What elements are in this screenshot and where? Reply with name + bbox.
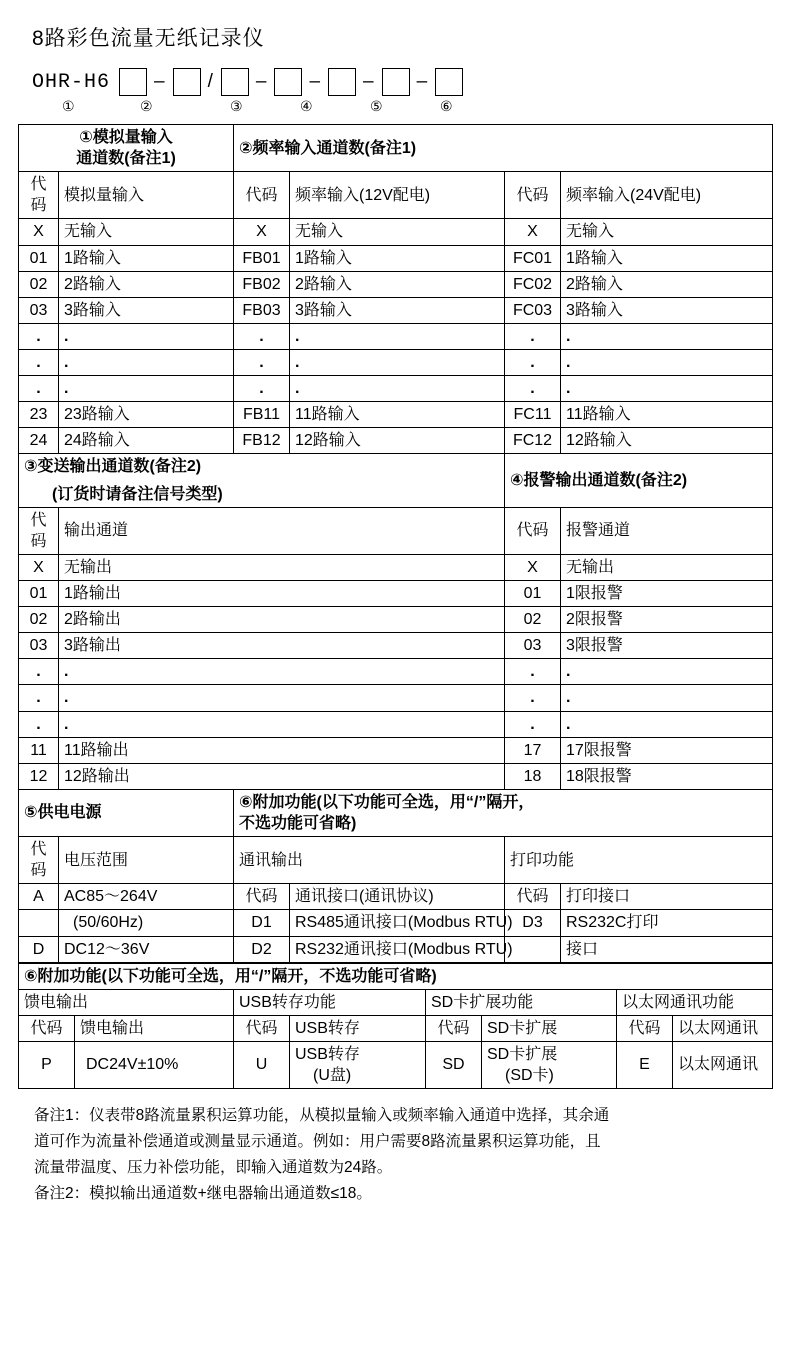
mark-6: ⑥ xyxy=(440,98,453,114)
s2b-code: FC12 xyxy=(505,428,561,454)
s3-name: 2路输出 xyxy=(59,607,505,633)
table-row xyxy=(19,884,773,910)
s2a-code: X xyxy=(234,219,290,245)
table-row xyxy=(19,428,773,454)
s6b-value-4 xyxy=(673,1041,773,1088)
section5-col-code: 代码 xyxy=(19,837,59,884)
section6a-comm-title: 通讯输出 xyxy=(234,837,505,884)
s6b-value-2-line1: USB转存 xyxy=(295,1045,360,1063)
section6b-group-title-row xyxy=(19,989,773,1015)
s5-code: A xyxy=(19,884,59,910)
s2b-name: 3路输入 xyxy=(561,297,773,323)
section2-header: ②频率输入通道数(备注1) xyxy=(234,125,773,172)
s2a-code: FB11 xyxy=(234,402,290,428)
s4-code: 01 xyxy=(505,580,561,606)
mark-3: ③ xyxy=(230,98,243,114)
s6b-value-1 xyxy=(75,1041,234,1088)
column-header-row-1-2 xyxy=(19,172,773,219)
s6a-comm-name: RS485通讯接口(Modbus RTU) xyxy=(290,910,505,936)
spec-table xyxy=(18,124,773,963)
s1-code: 01 xyxy=(19,245,59,271)
s2a-code: FB02 xyxy=(234,271,290,297)
code-sep-4: – xyxy=(309,71,322,92)
table-row xyxy=(19,554,773,580)
s1-name: . xyxy=(59,323,234,349)
section-header-row-5-6 xyxy=(19,789,773,836)
s3-code: . xyxy=(19,659,59,685)
table-row-ellipsis xyxy=(19,685,773,711)
s6a-print-name: 接口 xyxy=(561,936,773,962)
s3-name: 11路输出 xyxy=(59,737,505,763)
notes-block xyxy=(34,1103,762,1206)
s6b-col-name-4: 以太网通讯 xyxy=(673,1015,773,1041)
code-box-7 xyxy=(435,68,463,96)
s2a-name: 11路输入 xyxy=(290,402,505,428)
s1-name: 1路输入 xyxy=(59,245,234,271)
s6b-group-title-2: USB转存功能 xyxy=(234,989,426,1015)
table-row xyxy=(19,910,773,936)
section2-col-name-b: 频率输入(24V配电) xyxy=(561,172,773,219)
table-row xyxy=(19,271,773,297)
code-sep-6: – xyxy=(416,71,429,92)
s1-code: . xyxy=(19,323,59,349)
model-code-line xyxy=(32,68,772,96)
table-row-ellipsis xyxy=(19,349,773,375)
s2b-name: 2路输入 xyxy=(561,271,773,297)
s6b-value-2-line2: (U盘) xyxy=(313,1067,352,1085)
s2a-code: FB01 xyxy=(234,245,290,271)
s2b-name: 无输入 xyxy=(561,219,773,245)
s2b-code: FC03 xyxy=(505,297,561,323)
model-prefix: OHR-H6 xyxy=(32,70,111,94)
code-box-3 xyxy=(221,68,249,96)
s3-name: 12路输出 xyxy=(59,763,505,789)
s4-name: 18限报警 xyxy=(561,763,773,789)
s4-name: . xyxy=(561,659,773,685)
s6a-comm-col-name: 通讯接口(通讯协议) xyxy=(290,884,505,910)
s4-name: 2限报警 xyxy=(561,607,773,633)
code-sep-2: / xyxy=(207,71,214,92)
s2b-code: FC11 xyxy=(505,402,561,428)
s3-name: 3路输出 xyxy=(59,633,505,659)
table-row-ellipsis xyxy=(19,323,773,349)
s6b-value-3-line2: (SD卡) xyxy=(505,1067,554,1085)
s1-code: 02 xyxy=(19,271,59,297)
mark-5: ⑤ xyxy=(370,98,383,114)
s2a-code: FB12 xyxy=(234,428,290,454)
table-row xyxy=(19,580,773,606)
section2-col-code-b: 代码 xyxy=(505,172,561,219)
s2b-name: . xyxy=(561,376,773,402)
section3-header-line1: ③变送输出通道数(备注2) xyxy=(24,458,202,476)
table-row xyxy=(19,219,773,245)
s2a-name: 1路输入 xyxy=(290,245,505,271)
code-box-2 xyxy=(173,68,201,96)
s6b-col-name-1: 馈电输出 xyxy=(75,1015,234,1041)
s3-code: . xyxy=(19,711,59,737)
section3-header xyxy=(19,454,505,507)
s6a-comm-name: RS232通讯接口(Modbus RTU) xyxy=(290,936,505,962)
code-box-6 xyxy=(382,68,410,96)
s2a-name: 无输入 xyxy=(290,219,505,245)
table-row xyxy=(19,607,773,633)
section6a-header-line1: ⑥附加功能(以下功能可全选，用“/”隔开， xyxy=(239,793,535,811)
table-row xyxy=(19,936,773,962)
code-sep-1: – xyxy=(154,71,166,92)
s3-name: . xyxy=(59,685,505,711)
mark-1: ① xyxy=(62,98,75,114)
s2a-name: 2路输入 xyxy=(290,271,505,297)
s3-name: . xyxy=(59,711,505,737)
s4-code: . xyxy=(505,659,561,685)
s6b-value-3-line1: SD卡扩展 xyxy=(487,1045,558,1063)
section-header-row-3-4 xyxy=(19,454,773,507)
s5-name: (50/60Hz) xyxy=(59,910,234,936)
s6b-value-3 xyxy=(482,1041,617,1088)
note1-line3: 流量带温度、压力补偿功能，即输入通道数为24路。 xyxy=(34,1159,393,1177)
note2: 备注2：模拟输出通道数+继电器输出通道数≤18。 xyxy=(34,1185,372,1203)
code-marks xyxy=(32,98,772,116)
section6a-header xyxy=(234,789,773,836)
column-header-row-3-4 xyxy=(19,507,773,554)
table-row xyxy=(19,633,773,659)
s4-code: . xyxy=(505,685,561,711)
s2a-name: 12路输入 xyxy=(290,428,505,454)
s4-name: 无输出 xyxy=(561,554,773,580)
table-row-ellipsis xyxy=(19,659,773,685)
note1-line2: 道可作为流量补偿通道或测量显示通道。例如：用户需要8路流量累积运算功能，且 xyxy=(34,1133,601,1151)
s6a-print-col-code: 代码 xyxy=(505,884,561,910)
section5-col-name: 电压范围 xyxy=(59,837,234,884)
s6b-code-1: P xyxy=(19,1041,75,1088)
s3-code: 11 xyxy=(19,737,59,763)
s2a-name: 3路输入 xyxy=(290,297,505,323)
s2b-code: FC02 xyxy=(505,271,561,297)
s4-code: . xyxy=(505,711,561,737)
section4-header: ④报警输出通道数(备注2) xyxy=(505,454,773,507)
s6b-group-title-4: 以太网通讯功能 xyxy=(617,989,773,1015)
table-row xyxy=(19,763,773,789)
code-box-5 xyxy=(328,68,356,96)
s2a-code: . xyxy=(234,349,290,375)
table-row xyxy=(19,245,773,271)
s3-code: X xyxy=(19,554,59,580)
s1-name: 2路输入 xyxy=(59,271,234,297)
s1-name: . xyxy=(59,376,234,402)
s3-code: 03 xyxy=(19,633,59,659)
s3-code: . xyxy=(19,685,59,711)
section2-col-code-a: 代码 xyxy=(234,172,290,219)
s1-code: . xyxy=(19,376,59,402)
s2a-code: . xyxy=(234,323,290,349)
s3-name: 无输出 xyxy=(59,554,505,580)
section1-header-line2: 通道数(备注1) xyxy=(76,150,176,168)
s5-name: AC85～264V xyxy=(59,884,234,910)
section1-col-code: 代码 xyxy=(19,172,59,219)
s2b-name: . xyxy=(561,349,773,375)
s2b-code: . xyxy=(505,349,561,375)
s4-code: 17 xyxy=(505,737,561,763)
s6b-col-code-2: 代码 xyxy=(234,1015,290,1041)
s4-code: 03 xyxy=(505,633,561,659)
mark-2: ② xyxy=(140,98,153,114)
s2b-code: . xyxy=(505,323,561,349)
s4-code: X xyxy=(505,554,561,580)
note1-line1: 备注1：仪表带8路流量累积运算功能，从模拟量输入或频率输入通道中选择，其余通 xyxy=(34,1107,610,1125)
s4-name: . xyxy=(561,685,773,711)
section3-header-line2: (订货时请备注信号类型) xyxy=(52,485,223,503)
s2b-name: . xyxy=(561,323,773,349)
s3-code: 12 xyxy=(19,763,59,789)
section4-col-name: 报警通道 xyxy=(561,507,773,554)
s2b-code: . xyxy=(505,376,561,402)
spec-table-additional xyxy=(18,963,773,1090)
section6a-header-line2: 不选功能可省略) xyxy=(239,814,357,832)
section6b-column-header-row xyxy=(19,1015,773,1041)
s5-code xyxy=(19,910,59,936)
s1-name: 3路输入 xyxy=(59,297,234,323)
section-header-row-1-2 xyxy=(19,125,773,172)
section5-header: ⑤供电电源 xyxy=(19,789,234,836)
s6a-comm-col-code: 代码 xyxy=(234,884,290,910)
s4-name: 3限报警 xyxy=(561,633,773,659)
section6a-print-title: 打印功能 xyxy=(505,837,773,884)
s6b-value-4-line1: 以太网通讯 xyxy=(678,1056,759,1074)
section1-header xyxy=(19,125,234,172)
s2b-name: 12路输入 xyxy=(561,428,773,454)
s1-code: . xyxy=(19,349,59,375)
section1-col-name: 模拟量输入 xyxy=(59,172,234,219)
column-header-row-5-6 xyxy=(19,837,773,884)
s2a-name: . xyxy=(290,376,505,402)
code-sep-3: – xyxy=(255,71,268,92)
section3-col-code: 代码 xyxy=(19,507,59,554)
s4-code: 02 xyxy=(505,607,561,633)
section3-col-name: 输出通道 xyxy=(59,507,505,554)
table-row xyxy=(19,297,773,323)
s6b-value-1-line1: DC24V±10% xyxy=(86,1056,179,1074)
s5-name: DC12～36V xyxy=(59,936,234,962)
s1-name: 23路输入 xyxy=(59,402,234,428)
s6b-value-2 xyxy=(290,1041,426,1088)
s2a-name: . xyxy=(290,349,505,375)
s6a-print-name: RS232C打印 xyxy=(561,910,773,936)
s6b-col-code-4: 代码 xyxy=(617,1015,673,1041)
table-row xyxy=(19,402,773,428)
page-title: 8路彩色流量无纸记录仪 xyxy=(32,27,265,50)
section6b-header-row xyxy=(19,963,773,989)
section1-header-line1: ①模拟量输入 xyxy=(79,129,173,146)
s3-code: 01 xyxy=(19,580,59,606)
s6b-col-code-1: 代码 xyxy=(19,1015,75,1041)
s1-name: . xyxy=(59,349,234,375)
s6a-comm-code: D2 xyxy=(234,936,290,962)
s6b-col-name-2: USB转存 xyxy=(290,1015,426,1041)
s2b-name: 1路输入 xyxy=(561,245,773,271)
code-sep-5: – xyxy=(363,71,375,92)
section2-col-name-a: 频率输入(12V配电) xyxy=(290,172,505,219)
s3-code: 02 xyxy=(19,607,59,633)
code-box-1 xyxy=(119,68,147,96)
s2a-code: FB03 xyxy=(234,297,290,323)
s3-name: 1路输出 xyxy=(59,580,505,606)
s2a-name: . xyxy=(290,323,505,349)
s1-code: X xyxy=(19,219,59,245)
table-row xyxy=(19,737,773,763)
s4-name: . xyxy=(561,711,773,737)
s1-code: 24 xyxy=(19,428,59,454)
s3-name: . xyxy=(59,659,505,685)
s6b-col-code-3: 代码 xyxy=(426,1015,482,1041)
table-row-ellipsis xyxy=(19,711,773,737)
s6a-print-code: D3 xyxy=(505,910,561,936)
s6a-print-col-name: 打印接口 xyxy=(561,884,773,910)
s4-name: 17限报警 xyxy=(561,737,773,763)
s2b-name: 11路输入 xyxy=(561,402,773,428)
s4-name: 1限报警 xyxy=(561,580,773,606)
s6b-code-2: U xyxy=(234,1041,290,1088)
s6b-col-name-3: SD卡扩展 xyxy=(482,1015,617,1041)
section6b-value-row xyxy=(19,1041,773,1088)
s2a-code: . xyxy=(234,376,290,402)
s6b-group-title-1: 馈电输出 xyxy=(19,989,234,1015)
s1-code: 03 xyxy=(19,297,59,323)
s5-code: D xyxy=(19,936,59,962)
s1-name: 24路输入 xyxy=(59,428,234,454)
s1-code: 23 xyxy=(19,402,59,428)
section4-col-code: 代码 xyxy=(505,507,561,554)
s1-name: 无输入 xyxy=(59,219,234,245)
s6b-code-3: SD xyxy=(426,1041,482,1088)
mark-4: ④ xyxy=(300,98,313,114)
s6b-group-title-3: SD卡扩展功能 xyxy=(426,989,617,1015)
s2b-code: FC01 xyxy=(505,245,561,271)
code-box-4 xyxy=(274,68,302,96)
section6b-header: ⑥附加功能(以下功能可全选，用“/”隔开，不选功能可省略) xyxy=(19,963,773,989)
s6b-code-4: E xyxy=(617,1041,673,1088)
s6a-comm-code: D1 xyxy=(234,910,290,936)
table-row-ellipsis xyxy=(19,376,773,402)
s2b-code: X xyxy=(505,219,561,245)
s4-code: 18 xyxy=(505,763,561,789)
